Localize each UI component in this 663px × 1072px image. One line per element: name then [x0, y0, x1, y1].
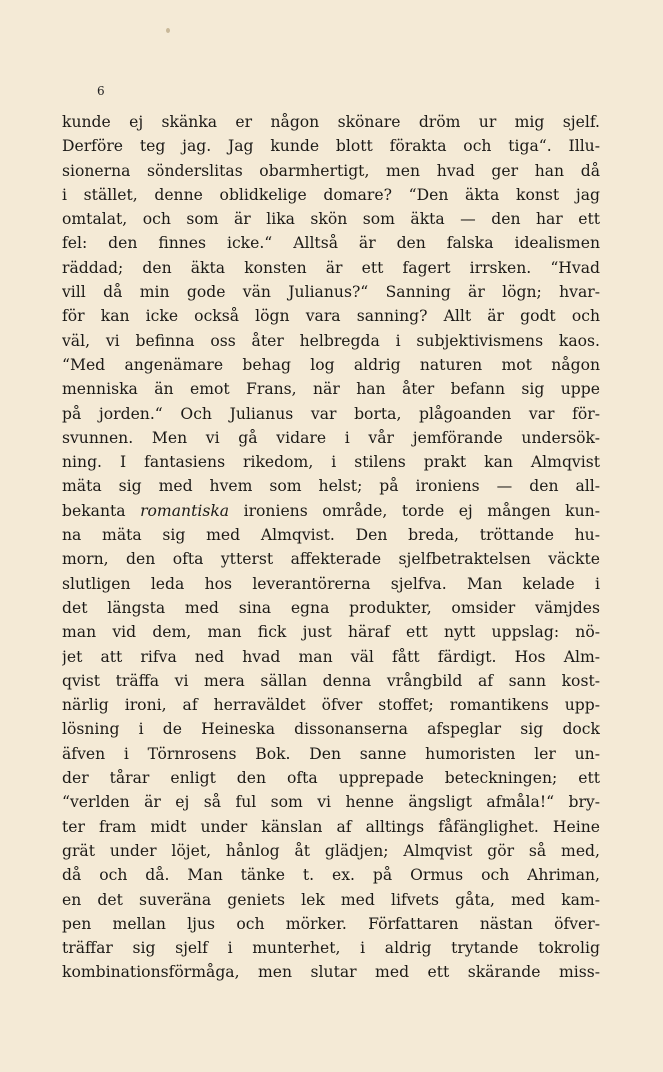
text-line: svunnen. Men vi gå vidare i vår jemförande undersök-	[62, 428, 600, 447]
text-line: “verlden är ej så ful som vi henne ängsligt afmåla!“ bry-	[62, 793, 600, 812]
text-line: Derföre teg jag. Jag kunde blott förakta och tiga“. Illu-	[62, 137, 600, 156]
text-line: kombinationsförmåga, men slutar med ett skärande miss-	[62, 963, 600, 982]
text-line: i stället, denne oblidkelige domare? “Den äkta konst jag	[62, 185, 600, 204]
text-line: “Med angenämare behag log aldrig naturen mot någon	[62, 355, 600, 374]
text-line: na mäta sig med Almqvist. Den breda, tröttande hu-	[62, 526, 600, 545]
text-line: väl, vi befinna oss åter helbregda i subjektivismens kaos.	[62, 331, 600, 350]
text-line: pen mellan ljus och mörker. Författaren nästan öfver-	[62, 914, 600, 933]
text-line: lösning i de Heineska dissonanserna afspeglar sig dock	[62, 720, 600, 739]
text-line: på jorden.“ Och Julianus var borta, plågoanden var för-	[62, 404, 600, 423]
text-line: för kan icke också lögn vara sanning? Allt är godt och	[62, 307, 600, 326]
text-line: morn, den ofta ytterst affekterade sjelfbetraktelsen väckte	[62, 550, 600, 569]
text-line: jet att rifva ned hvad man väl fått färdigt. Hos Alm-	[62, 647, 600, 666]
text-line: kunde ej skänka er någon skönare dröm ur mig sjelf.	[62, 113, 600, 131]
text-line-with-italic	[62, 499, 600, 523]
text-line: ter fram midt under känslan af alltings fåfänglighet. Heine	[62, 817, 600, 836]
text-line: äfven i Törnrosens Bok. Den sanne humoristen ler un-	[62, 744, 600, 763]
text-line: mäta sig med hvem som helst; på ironiens — den all-	[62, 477, 600, 496]
text-line: då och då. Man tänke t. ex. på Ormus och Ahriman,	[62, 866, 600, 885]
text-line: sionerna sönderslitas obarmhertigt, men hvad ger han då	[62, 161, 600, 180]
line-segment: ironiens område, torde ej mången kun-	[229, 501, 600, 520]
text-line: fel: den finnes icke.“ Alltså är den falska idealismen	[62, 234, 600, 253]
body-text	[62, 110, 600, 985]
line-segment: bekanta	[62, 501, 141, 520]
text-line: menniska än emot Frans, när han åter befann sig uppe	[62, 380, 600, 399]
text-line: träffar sig sjelf i munterhet, i aldrig trytande tokrolig	[62, 939, 600, 958]
text-line: en det suveräna geniets lek med lifvets gåta, med kam-	[62, 890, 600, 909]
text-line: slutligen leda hos leverantörerna sjelfva. Man kelade i	[62, 574, 600, 593]
text-line: vill då min gode vän Julianus?“ Sanning är lögn; hvar-	[62, 283, 600, 302]
paper-speck	[166, 28, 170, 33]
text-line: qvist träffa vi mera sällan denna vrångbild af sann kost-	[62, 671, 600, 690]
text-line: det längsta med sina egna produkter, omsider vämjdes	[62, 598, 600, 617]
text-line: närlig ironi, af herraväldet öfver stoffet; romantikens upp-	[62, 696, 600, 715]
text-line: man vid dem, man fick just häraf ett nytt uppslag: nö-	[62, 623, 600, 642]
text-line: ning. I fantasiens rikedom, i stilens prakt kan Almqvist	[62, 453, 600, 472]
italic-word: romantiska	[140, 501, 230, 520]
text-line: omtalat, och som är lika skön som äkta — den har ett	[62, 210, 600, 229]
text-line: der tårar enligt den ofta upprepade beteckningen; ett	[62, 769, 600, 788]
text-line: räddad; den äkta konsten är ett fagert irrsken. “Hvad	[62, 258, 600, 277]
page-number: 6	[97, 84, 105, 98]
text-line: grät under löjet, hånlog åt glädjen; Almqvist gör så med,	[62, 841, 600, 860]
